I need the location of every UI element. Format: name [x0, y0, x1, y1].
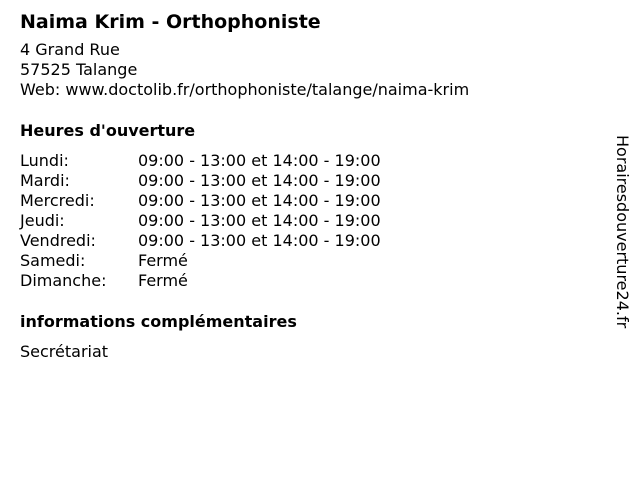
hours-row-saturday: [20, 251, 600, 271]
hours-row-sunday: [20, 271, 600, 291]
hours-row-thursday: [20, 211, 600, 231]
website-line: Web: www.doctolib.fr/orthophoniste/talange/naima-krim: [20, 80, 470, 99]
hours-day-label: Lundi:: [20, 151, 69, 170]
hours-row-friday: [20, 231, 600, 251]
hours-day-label: Jeudi:: [20, 211, 65, 230]
page-title: Naima Krim - Orthophoniste: [20, 11, 321, 33]
hours-row-monday: [20, 151, 600, 171]
business-card: [20, 8, 600, 362]
hours-value: 09:00 - 13:00 et 14:00 - 19:00: [138, 211, 381, 230]
hours-day-label: Mercredi:: [20, 191, 95, 210]
hours-day-label: Samedi:: [20, 251, 86, 270]
hours-day-label: Mardi:: [20, 171, 70, 190]
hours-day-label: Dimanche:: [20, 271, 107, 290]
opening-hours-table: [20, 151, 600, 291]
hours-value: Fermé: [138, 271, 188, 290]
additional-info-heading: informations complémentaires: [20, 312, 297, 331]
address-line-street: 4 Grand Rue: [20, 40, 120, 59]
hours-value: 09:00 - 13:00 et 14:00 - 19:00: [138, 191, 381, 210]
hours-value: 09:00 - 13:00 et 14:00 - 19:00: [138, 171, 381, 190]
address-line-city: 57525 Talange: [20, 60, 138, 79]
hours-value: 09:00 - 13:00 et 14:00 - 19:00: [138, 151, 381, 170]
hours-day-label: Vendredi:: [20, 231, 96, 250]
hours-row-wednesday: [20, 191, 600, 211]
opening-hours-heading: Heures d'ouverture: [20, 121, 196, 140]
hours-value: 09:00 - 13:00 et 14:00 - 19:00: [138, 231, 381, 250]
hours-row-tuesday: [20, 171, 600, 191]
site-watermark: Horairesdouverture24.fr: [613, 135, 632, 329]
additional-info-text: Secrétariat: [20, 342, 109, 361]
hours-value: Fermé: [138, 251, 188, 270]
